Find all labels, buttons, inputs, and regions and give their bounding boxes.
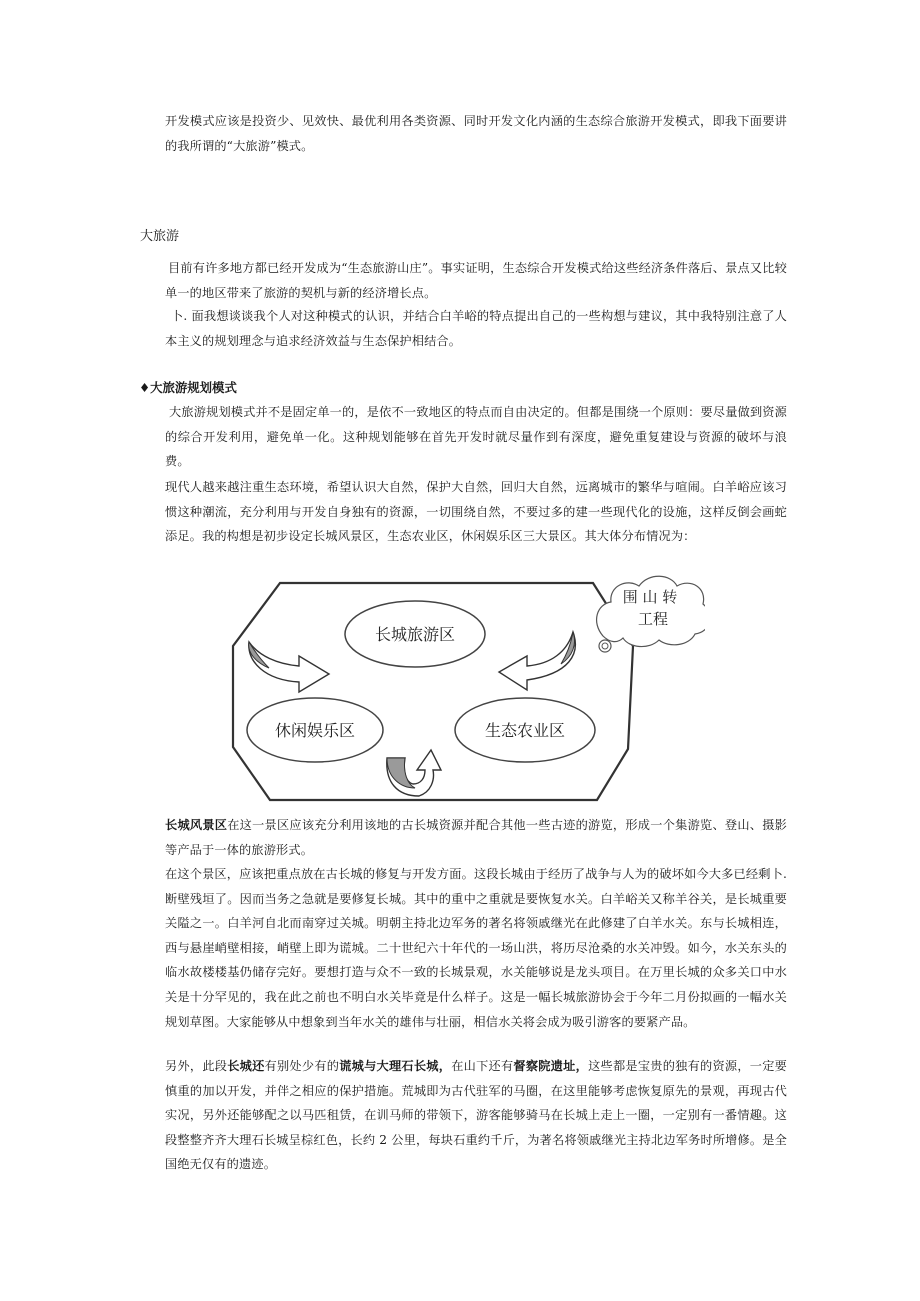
zone-great-wall-label: 长城旅游区 [374,625,456,644]
section3-paragraph-3 [165,1054,787,1177]
p3-part-g: 这些都是宝贵的独有的资源，一定要慎重的加以开发，并伴之相应的保护措施。荒城即为古代驻军的马圈，在这里能够考虑恢复原先的景观，再现古代实况，另外还能够配之以马匹租赁，在训马师的带领下，游客能够骑马在长城上走上一圈，一定别有一番情趣。这段整整齐齐大理石长城呈棕红色，长约 2 公里，每块石重约千斤，为著名将领戚继光主持北边军务时所增修。是全国绝无仅有的遗迹。 [165,1059,788,1172]
great-wall-zone-term: 长城风景区 [165,818,228,832]
cloud-label-line2: 工程 [637,610,669,628]
p3-part-a: 另外，此段 [165,1059,228,1073]
p3-part-e: 在山下还有 [451,1059,514,1073]
p3-bold-b: 长城还 [227,1059,265,1073]
section-title-da-lvyou: 大旅游 [140,229,180,244]
section2-paragraph-1: 大旅游规划模式并不是固定单一的，是依不一致地区的特点而自由决定的。但都是围绕一个原则：要尽量做到资源的综合开发利用，避免单一化。这种规划能够在首先开发时就尽量作到有深度，避免重复建设与资源的破坏与浪费。 [165,405,787,469]
p3-part-c: 有别处少有的 [264,1059,340,1073]
zone-leisure-label: 休闲娱乐区 [274,721,356,740]
section3-paragraph-2: 在这个景区，应该把重点放在古长城的修复与开发方面。这段长城由于经历了战争与人为的破坏如今大多已经剩卜. 断壁残垣了。因而当务之急就是要修复长城。其中的重中之重就是要恢复水关。白羊峪关又称羊谷关，是长城重要关隘之一。白羊河自北而南穿过关城。明朝主持北边军务的著名将领戚继光在此修建了白羊水关。东与长城相连，西与悬崖峭壁相接，峭壁上即为谎城。二十世纪六十年代的一场山洪，将历尽沧桑的水关冲毁。如今，水关东头的临水故楼楼基仍储存完好。要想打造与众不一致的长城景观，水关能够说是龙头项目。在万里长城的众多关口中水关是十分罕见的，我在此之前也不明白水关毕竟是什么样子。这是一幅长城旅游协会于今年二月份拟画的一幅水关规划草图。大家能够从中想象到当年水关的雄伟与壮丽，相信水关将会成为吸引游客的要紧产品。 [165,867,787,1029]
section1-paragraph-1: 目前有许多地方都已经开发成为“生态旅游山庄”。事实证明，生态综合开发模式给这些经济条件落后、景点又比较单一的地区带来了旅游的契机与新的经济增长点。 [165,261,787,300]
section2-paragraph-2: 现代人越来越注重生态环境，希望认识大自然，保护大自然，回归大自然，远离城市的繁华与喧闹。白羊峪应该习惯这种潮流，充分利用与开发自身独有的资源，一切围绕自然，不要过多的建一些现代化的设施，这样反倒会画蛇添足。我的构想是初步设定长城风景区，生态农业区，休闲娱乐区三大景区。其大体分布情况为： [165,480,787,544]
cloud-label-line1: 围 山 转 [622,588,678,606]
section1-paragraph-2: 卜. 面我想谈谈我个人对这种模式的认识，并结合白羊峪的特点提出自己的一些构想与建议，其中我特别注意了人本主义的规划理念与追求经济效益与生态保护相结合。 [165,309,787,348]
zone-eco-farm-label: 生态农业区 [484,721,566,740]
p3-bold-f: 督察院遗址， [513,1059,589,1073]
section3-paragraph-1 [165,813,787,862]
p3-bold-d: 谎城与大理石长城， [339,1059,452,1073]
left-cycle-arrow-icon [249,642,329,692]
section3-paragraph-1-text: 在这一景区应该充分利用该地的古长城资源并配合其他一些古迹的游览，形成一个集游览、登山、摄影等产品于一体的旅游形式。 [165,818,788,857]
cloud-bubble-small [602,643,608,649]
section-title-planning-mode: ♦大旅游规划模式 [139,380,237,395]
intro-paragraph: 开发模式应该是投资少、见效快、最优利用各类资源、同时开发文化内涵的生态综合旅游开发模式，即我下面要讲的我所谓的“大旅游”模式。 [165,114,787,153]
zone-layout-diagram [225,574,705,806]
